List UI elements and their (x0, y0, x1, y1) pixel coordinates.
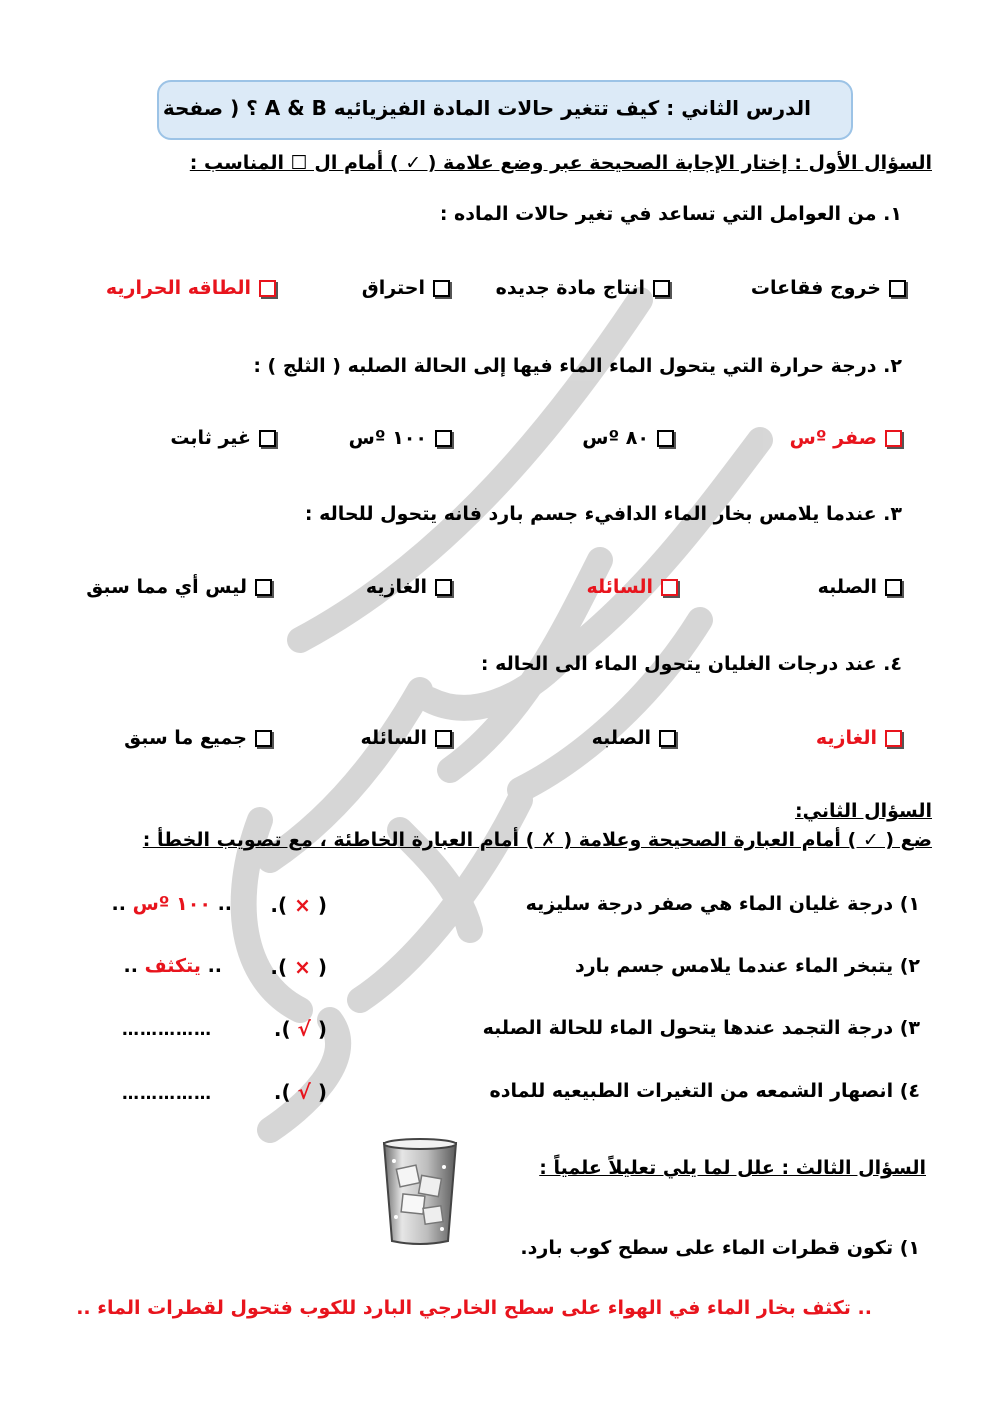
checkbox-icon (885, 730, 902, 747)
checkbox-icon (435, 430, 452, 447)
q1-item2-option1-answer[interactable]: صفر ºس (790, 427, 902, 449)
q3-item1: ١) تكون قطرات الماء على سطح كوب بارد. (520, 1237, 920, 1259)
q2-answer1-correction: .. ١٠٠ ºس .. (111, 893, 232, 915)
q1-item4-option4[interactable]: جميع ما سبق (124, 727, 272, 749)
lesson-title: الدرس الثاني : كيف تتغير حالات المادة الفيزيائيه A & B ؟ ( صفحة (162, 96, 811, 120)
checkbox-icon (259, 430, 276, 447)
q1-item1-option4-answer[interactable]: الطاقه الحراريه (106, 277, 276, 299)
q1-item2-option3[interactable]: ١٠٠ ºس (349, 427, 452, 449)
q1-item2-stem: ٢. درجة حرارة التي يتحول الماء الماء فيها إلى الحالة الصلبه ( الثلج ) : (253, 355, 902, 377)
q1-item1-option2[interactable]: انتاج مادة جديده (496, 277, 670, 299)
q2-heading: السؤال الثاني: (795, 800, 932, 822)
checkbox-icon (653, 280, 670, 297)
checkbox-icon (435, 730, 452, 747)
q1-item2-option2[interactable]: ٨٠ ºس (582, 427, 674, 449)
q1-item3-option2-answer[interactable]: السائله (586, 576, 678, 598)
q2-statement2: ٢) يتبخر الماء عندما يلامس جسم بارد (574, 955, 920, 977)
q2-statement1: ١) درجة غليان الماء هي صفر درجة سليزيه (525, 893, 920, 915)
q1-item2-option4[interactable]: غير ثابت (170, 427, 276, 449)
lesson-title-box (157, 80, 853, 140)
glass-of-ice-image (380, 1137, 460, 1249)
checkbox-icon (885, 430, 902, 447)
checkbox-icon (255, 579, 272, 596)
q3-heading: السؤال الثالث : علل لما يلي تعليلاً علمياً : (539, 1157, 926, 1179)
checkbox-icon (259, 280, 276, 297)
q2-answer3-dots: …………… (122, 1020, 212, 1040)
q1-item4-option1-answer[interactable]: الغازيه (816, 727, 902, 749)
checkbox-icon (659, 730, 676, 747)
checkbox-icon (889, 280, 906, 297)
q2-answer1-mark[interactable]: ( × ). (270, 893, 327, 917)
q1-item3-option1[interactable]: الصلبه (818, 576, 902, 598)
checkbox-icon (435, 579, 452, 596)
checkbox-icon (657, 430, 674, 447)
q2-answer2-mark[interactable]: ( × ). (270, 955, 327, 979)
q2-answer2-correction: .. يتكثف .. (123, 955, 222, 977)
q3-answer: .. تكثف بخار الماء في الهواء على سطح الخارجي البارد للكوب فتحول لقطرات الماء .. (76, 1297, 872, 1319)
q1-item1-stem: ١. من العوامل التي تساعد في تغير حالات الماده : (439, 203, 902, 225)
q1-item1-option3[interactable]: احتراق (362, 277, 450, 299)
q1-item1-option1[interactable]: خروج فقاعات (751, 277, 906, 299)
q2-answer3-mark[interactable]: ( √ ). (273, 1017, 327, 1041)
q2-answer4-dots: …………… (122, 1084, 212, 1104)
checkbox-icon (885, 579, 902, 596)
q1-item3-option4[interactable]: ليس أي مما سبق (86, 576, 272, 598)
q1-item4-option3[interactable]: السائله (360, 727, 452, 749)
q2-statement4: ٤) انصهار الشمعه من التغيرات الطبيعيه للماده (489, 1080, 920, 1102)
q2-statement3: ٣) درجة التجمد عندها يتحول الماء للحالة الصلبه (482, 1017, 920, 1039)
q2-instruction: ضع ( ✓ ) أمام العبارة الصحيحة وعلامة ( ✗ ) أمام العبارة الخاطئة ، مع تصويب الخطأ : (142, 829, 932, 851)
q1-item3-stem: ٣. عندما يلامس بخار الماء الدافيء جسم بارد فانه يتحول للحاله : (304, 503, 902, 525)
q1-item3-option3[interactable]: الغازيه (366, 576, 452, 598)
checkbox-icon (255, 730, 272, 747)
q1-item4-stem: ٤. عند درجات الغليان يتحول الماء الى الحاله : (480, 653, 902, 675)
q1-heading: السؤال الأول : إختار الإجابة الصحيحة عبر وضع علامة ( ✓ ) أمام ال ☐ المناسب : (189, 152, 932, 174)
q2-answer4-mark[interactable]: ( √ ). (273, 1080, 327, 1104)
checkbox-icon (661, 579, 678, 596)
checkbox-icon (433, 280, 450, 297)
q1-item4-option2[interactable]: الصلبه (592, 727, 676, 749)
